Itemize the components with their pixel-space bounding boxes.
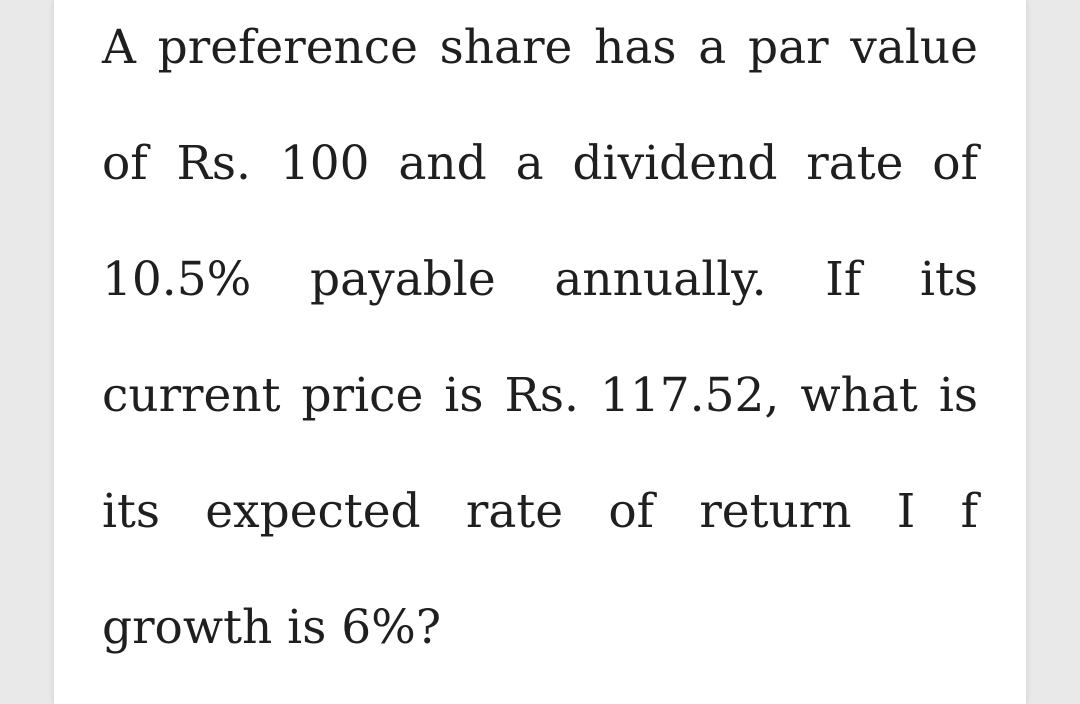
question-line-3: 10.5% payable annually. If its <box>102 252 978 307</box>
question-line-5: its expected rate of return I f <box>102 484 978 539</box>
question-line-1: A preference share has a par value <box>102 20 978 75</box>
question-line-2: of Rs. 100 and a dividend rate of <box>102 136 978 191</box>
question-text <box>102 0 978 696</box>
question-line-4: current price is Rs. 117.52, what is <box>102 368 978 423</box>
question-line-6: growth is 6%? <box>102 600 442 655</box>
document-page <box>54 0 1026 704</box>
